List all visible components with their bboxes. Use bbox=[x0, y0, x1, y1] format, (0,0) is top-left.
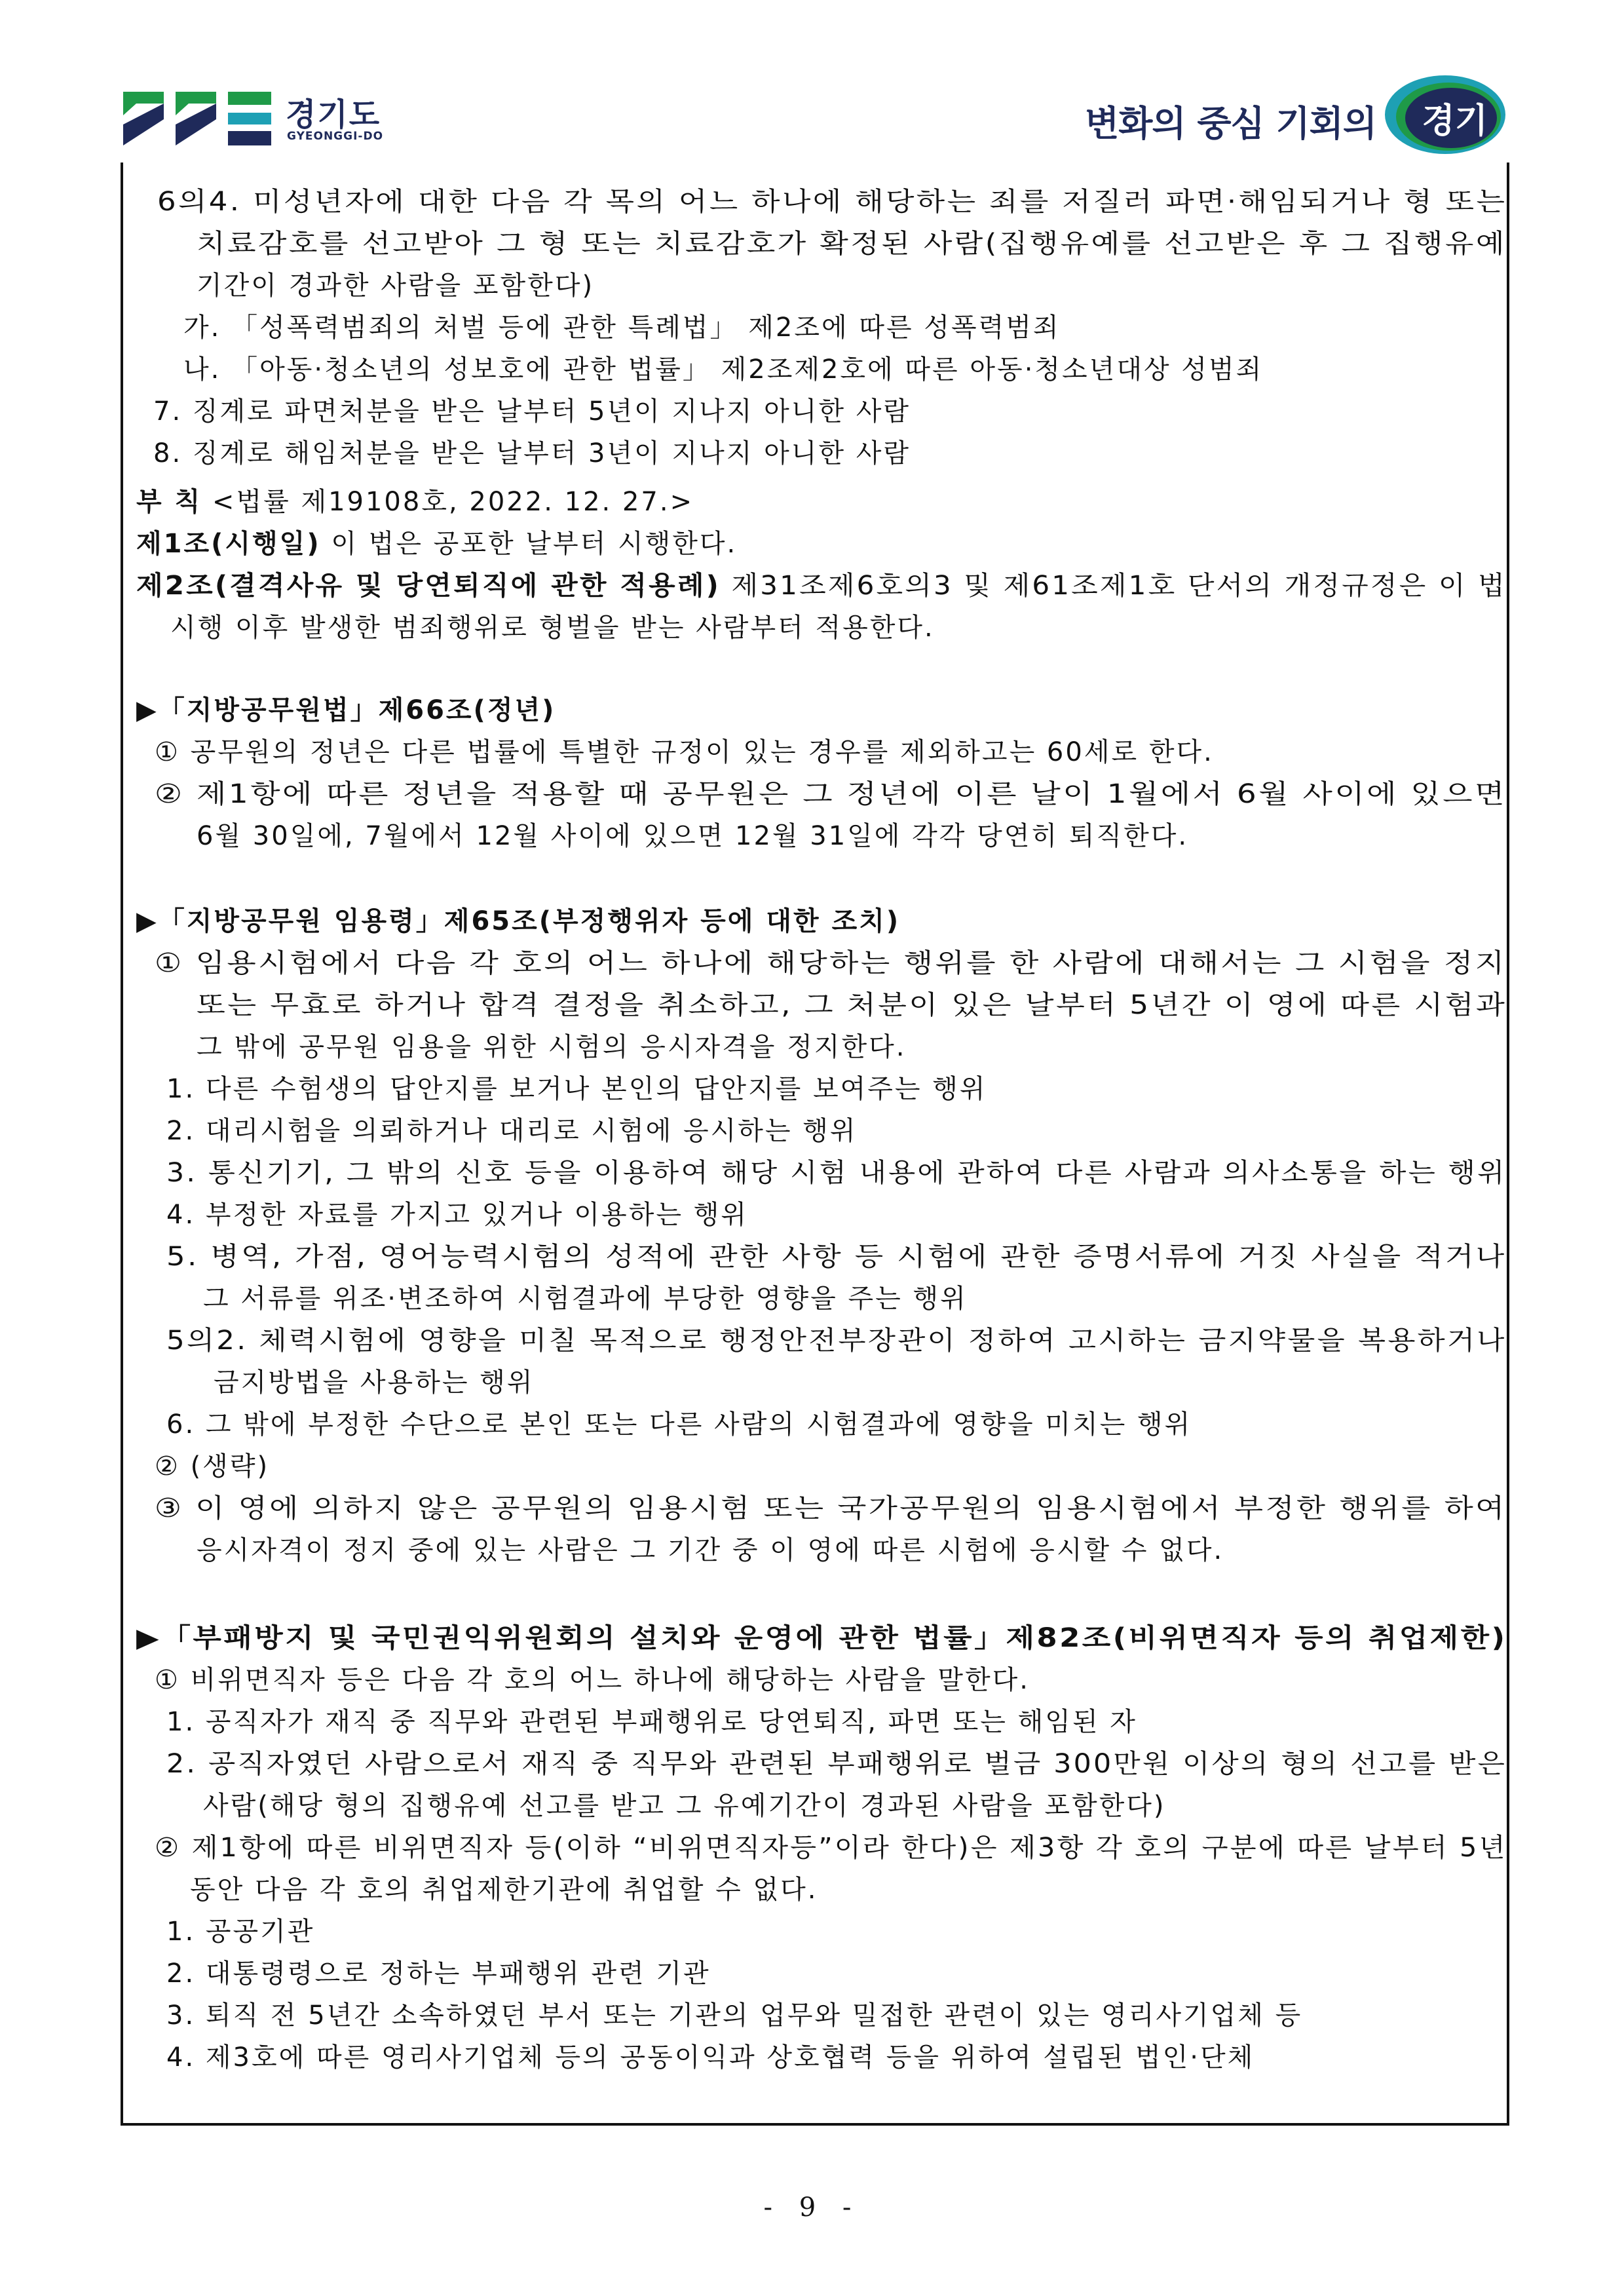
line-text: 제31조제6호의3 및 제61조제1호 단서의 개정규정은 이 법 bbox=[721, 571, 1507, 601]
line-text: 이 법은 공포한 날부터 시행한다. bbox=[320, 529, 738, 559]
text-line bbox=[190, 1869, 818, 1911]
bold-heading: 제2조(결격사유 및 당연퇴직에 관한 적용례) bbox=[136, 571, 721, 601]
text-line bbox=[166, 1995, 1302, 2037]
page-header bbox=[0, 0, 1624, 164]
slogan-badge bbox=[1383, 73, 1507, 156]
bold-heading: ▶「부패방지 및 국민권익위원회의 설치와 운영에 관한 법률」제82조(비위면직자 등의 취업제한) bbox=[136, 1623, 1507, 1653]
slogan-badge-text: 경기 bbox=[1422, 102, 1488, 141]
text-line bbox=[214, 1362, 534, 1404]
logo-text-english: GYEONGGI-DO bbox=[287, 130, 384, 143]
text-line bbox=[197, 265, 594, 307]
line-text: 4. 제3호에 따른 영리사기업체 등의 공동이익과 상호협력 등을 위하여 설립된 법인·단체 bbox=[166, 2042, 1255, 2073]
line-text: 6의4. 미성년자에 대한 다음 각 목의 어느 하나에 해당하는 죄를 저질러 파면·해임되거나 형 또는 bbox=[157, 187, 1507, 217]
text-line bbox=[166, 1404, 1192, 1445]
line-text: <법률 제19108호, 2022. 12. 27.> bbox=[202, 487, 694, 517]
slogan bbox=[1036, 73, 1507, 159]
line-text: 6월 30일에, 7월에서 12월 사이에 있으면 12월 31일에 각각 당연히 퇴직한다. bbox=[197, 821, 1189, 851]
line-text: ② 제1항에 따른 비위면직자 등(이하 “비위면직자등”이라 한다)은 제3항 각 호의 구분에 따른 날부터 5년 bbox=[155, 1833, 1507, 1863]
text-line bbox=[166, 1953, 711, 1995]
line-text: ① 임용시험에서 다음 각 호의 어느 하나에 해당하는 행위를 한 사람에 대해서는 그 시험을 정지 bbox=[155, 948, 1507, 978]
slogan-text: 변화의 중심 기회의 bbox=[1085, 103, 1376, 144]
text-line bbox=[203, 1278, 968, 1320]
text-line bbox=[155, 1445, 269, 1487]
line-text: 금지방법을 사용하는 행위 bbox=[214, 1368, 535, 1398]
line-text: 2. 대리시험을 의뢰하거나 대리로 시험에 응시하는 행위 bbox=[166, 1116, 858, 1146]
line-text: 동안 다음 각 호의 취업제한기관에 취업할 수 없다. bbox=[190, 1875, 818, 1905]
text-line bbox=[136, 1617, 1507, 1659]
line-text: ② 제1항에 따른 정년을 적용할 때 공무원은 그 정년에 이른 날이 1월에서 6월 사이에 있으면 bbox=[155, 779, 1507, 809]
line-text: 6. 그 밖에 부정한 수단으로 본인 또는 다른 사람의 시험결과에 영향을 미치는 행위 bbox=[166, 1409, 1192, 1440]
line-text: ① 비위면직자 등은 다음 각 호의 어느 하나에 해당하는 사람을 말한다. bbox=[155, 1665, 1030, 1695]
text-line bbox=[166, 1152, 1506, 1194]
text-line bbox=[153, 432, 911, 474]
line-text: 5. 병역, 가점, 영어능력시험의 성적에 관한 사항 등 시험에 관한 증명서류에 거짓 사실을 적거나 bbox=[166, 1242, 1507, 1272]
line-text: 1. 다른 수험생의 답안지를 보거나 본인의 답안지를 보여주는 행위 bbox=[166, 1074, 987, 1104]
text-line bbox=[197, 1026, 906, 1068]
line-text: 치료감호를 선고받아 그 형 또는 치료감호가 확정된 사람(집행유예를 선고받은 후 그 집행유예 bbox=[197, 229, 1507, 259]
text-line bbox=[136, 481, 694, 523]
text-line bbox=[166, 1743, 1507, 1785]
line-text: 응시자격이 정지 중에 있는 사람은 그 기간 중 이 영에 따른 시험에 응시할 수 없다. bbox=[197, 1535, 1224, 1565]
text-line bbox=[166, 1320, 1507, 1362]
logo-text-korean: 경기도 bbox=[286, 96, 381, 133]
text-line bbox=[153, 391, 911, 432]
text-line bbox=[197, 223, 1507, 265]
text-line bbox=[166, 1701, 1137, 1743]
line-text: 또는 무효로 하거나 합격 결정을 취소하고, 그 처분이 있은 날부터 5년간 이 영에 따른 시험과 bbox=[197, 990, 1507, 1020]
text-line bbox=[166, 1911, 314, 1953]
line-text: 1. 공공기관 bbox=[166, 1917, 315, 1947]
text-line bbox=[183, 349, 1263, 391]
line-text: 시행 이후 발생한 범죄행위로 형벌을 받는 사람부터 적용한다. bbox=[170, 613, 935, 643]
bold-heading: ▶「지방공무원법」제66조(정년) bbox=[136, 695, 556, 725]
line-text: 기간이 경과한 사람을 포함한다) bbox=[197, 271, 595, 301]
text-line bbox=[197, 1529, 1224, 1571]
line-text: ③ 이 영에 의하지 않은 공무원의 임용시험 또는 국가공무원의 임용시험에서 부정한 행위를 하여 bbox=[155, 1493, 1507, 1523]
bold-heading: 제1조(시행일) bbox=[136, 529, 321, 559]
text-line bbox=[197, 984, 1507, 1026]
line-text: ② (생략) bbox=[155, 1451, 270, 1482]
line-text: 2. 공직자였던 사람으로서 재직 중 직무와 관련된 부패행위로 벌금 300만원 이상의 형의 선고를 받은 bbox=[166, 1749, 1507, 1779]
line-text: 3. 통신기기, 그 밖의 신호 등을 이용하여 해당 시험 내용에 관하여 다른 사람과 의사소통을 하는 행위 bbox=[166, 1158, 1507, 1188]
text-line bbox=[136, 523, 737, 565]
text-line bbox=[136, 900, 900, 942]
text-line bbox=[136, 565, 1507, 607]
text-line bbox=[155, 1659, 1030, 1701]
gyeonggi-symbol-icon bbox=[123, 89, 274, 152]
line-text: 2. 대통령령으로 정하는 부패행위 관련 기관 bbox=[166, 1959, 711, 1989]
text-line bbox=[155, 1827, 1507, 1869]
text-line bbox=[183, 307, 1061, 349]
line-text: 8. 징계로 해임처분을 받은 날부터 3년이 지나지 아니한 사람 bbox=[153, 438, 911, 469]
line-text: ① 공무원의 정년은 다른 법률에 특별한 규정이 있는 경우를 제외하고는 60세로 한다. bbox=[155, 737, 1214, 767]
text-line bbox=[197, 815, 1188, 857]
line-text: 가. 「성폭력범죄의 처벌 등에 관한 특례법」 제2조에 따른 성폭력범죄 bbox=[183, 313, 1061, 343]
line-text: 그 밖에 공무원 임용을 위한 시험의 응시자격을 정지한다. bbox=[197, 1032, 907, 1062]
text-line bbox=[157, 181, 1507, 223]
text-line bbox=[155, 942, 1507, 984]
text-line bbox=[155, 1487, 1507, 1529]
text-line bbox=[155, 773, 1507, 815]
text-line bbox=[166, 2037, 1255, 2078]
text-line bbox=[136, 689, 556, 731]
line-text: 7. 징계로 파면처분을 받은 날부터 5년이 지나지 아니한 사람 bbox=[153, 396, 911, 427]
line-text: 그 서류를 위조·변조하여 시험결과에 부당한 영향을 주는 행위 bbox=[203, 1284, 968, 1314]
line-text: 4. 부정한 자료를 가지고 있거나 이용하는 행위 bbox=[166, 1200, 748, 1230]
text-line bbox=[166, 1236, 1507, 1278]
text-line bbox=[170, 607, 935, 649]
text-line bbox=[203, 1785, 1165, 1827]
gyeonggi-logo bbox=[123, 89, 398, 152]
page-number: - 9 - bbox=[763, 2192, 861, 2223]
bold-heading: ▶「지방공무원 임용령」제65조(부정행위자 등에 대한 조치) bbox=[136, 906, 901, 936]
text-line bbox=[166, 1110, 858, 1152]
text-line bbox=[166, 1194, 748, 1236]
bold-heading: 부 칙 bbox=[136, 487, 202, 517]
line-text: 5의2. 체력시험에 영향을 미칠 목적으로 행정안전부장관이 정하여 고시하는 금지약물을 복용하거나 bbox=[166, 1326, 1507, 1356]
line-text: 사람(해당 형의 집행유예 선고를 받고 그 유예기간이 경과된 사람을 포함한다) bbox=[203, 1791, 1166, 1821]
text-line bbox=[155, 731, 1214, 773]
line-text: 3. 퇴직 전 5년간 소속하였던 부서 또는 기관의 업무와 밀접한 관련이 있는 영리사기업체 등 bbox=[166, 2000, 1303, 2031]
line-text: 나. 「아동·청소년의 성보호에 관한 법률」 제2조제2호에 따른 아동·청소년대상 성범죄 bbox=[183, 354, 1264, 385]
text-line bbox=[166, 1068, 987, 1110]
line-text: 1. 공직자가 재직 중 직무와 관련된 부패행위로 당연퇴직, 파면 또는 해임된 자 bbox=[166, 1707, 1137, 1737]
